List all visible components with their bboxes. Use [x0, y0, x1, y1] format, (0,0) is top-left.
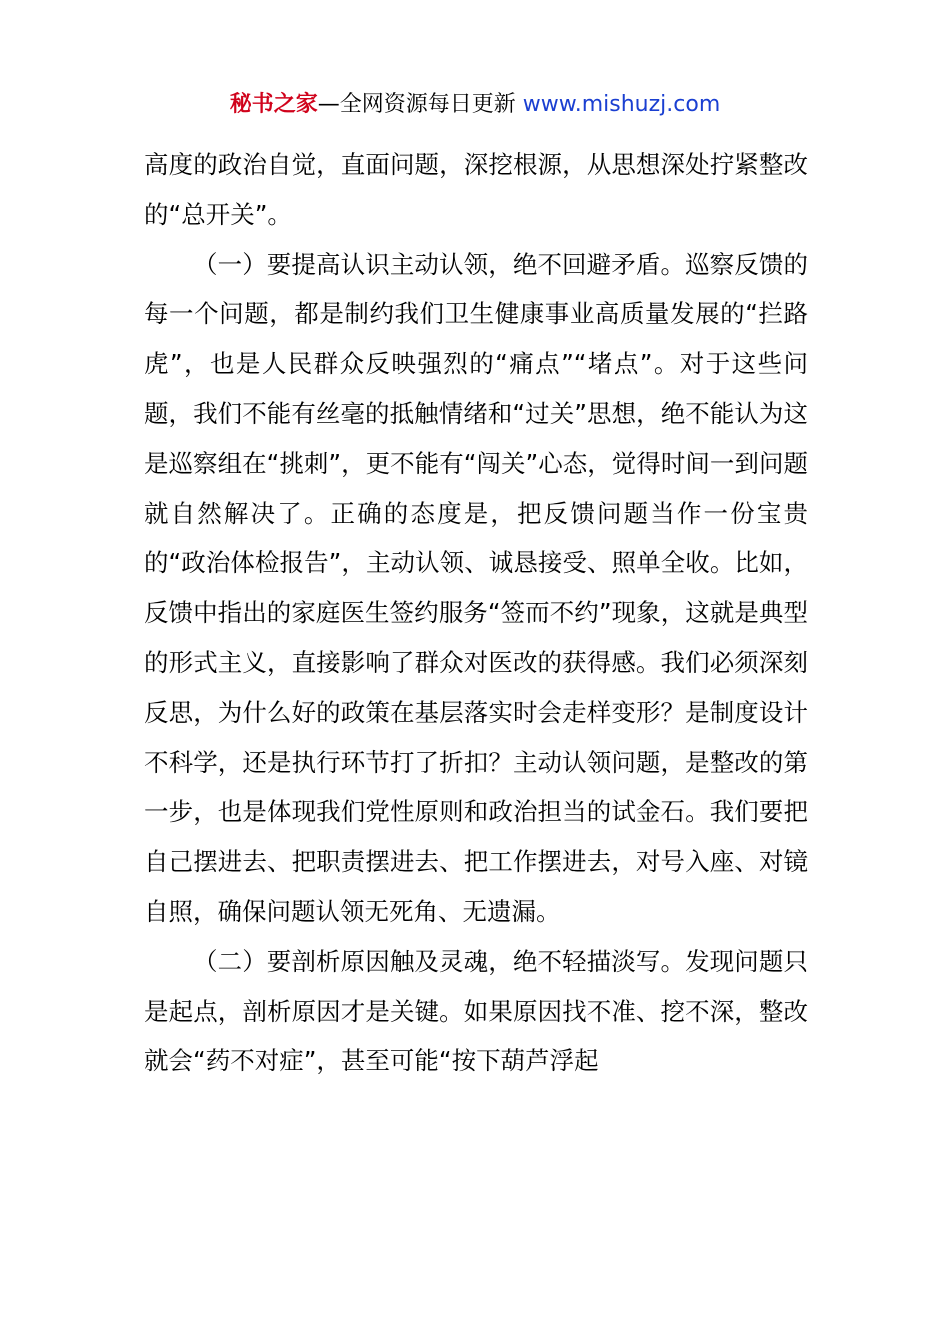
paragraph-section-1: （一）要提高认识主动认领，绝不回避矛盾。巡察反馈的每一个问题，都是制约我们卫生健康事业高质量发展的“拦路虎”，也是人民群众反映强烈的“痛点”“堵点”。对于这些问题，我们不能有丝毫的抵触情绪和“过关”思想，绝不能认为这是巡察组在“挑刺”，更不能有“闯关”心态，觉得时间一到问题就自然解决了。正确的态度是，把反馈问题当作一份宝贵的“政治体检报告”，主动认领、诚恳接受、照单全收。比如，反馈中指出的家庭医生签约服务“签而不约”现象，这就是典型的形式主义，直接影响了群众对医改的获得感。我们必须深刻反思，为什么好的政策在基层落实时会走样变形？是制度设计不科学，还是执行环节打了折扣？主动认领问题，是整改的第一步，也是体现我们党性原则和政治担当的试金石。我们要把自己摆进去、把职责摆进去、把工作摆进去，对号入座、对镜自照，确保问题认领无死角、无遗漏。 [144, 249, 808, 926]
page-header [0, 88, 950, 122]
paragraph-continued: 高度的政治自觉，直面问题，深挖根源，从思想深处拧紧整改的“总开关”。 [144, 150, 808, 229]
paragraph-section-2: （二）要剖析原因触及灵魂，绝不轻描淡写。发现问题只是起点，剖析原因才是关键。如果原因找不准、挖不深，整改就会“药不对症”，甚至可能“按下葫芦浮起 [144, 946, 808, 1076]
header-brand: 秘书之家 [229, 92, 318, 117]
header-url-link[interactable]: www.mishuzj.com [522, 92, 721, 117]
header-tagline: —全网资源每日更新 [317, 92, 523, 117]
document-body [144, 140, 808, 1086]
